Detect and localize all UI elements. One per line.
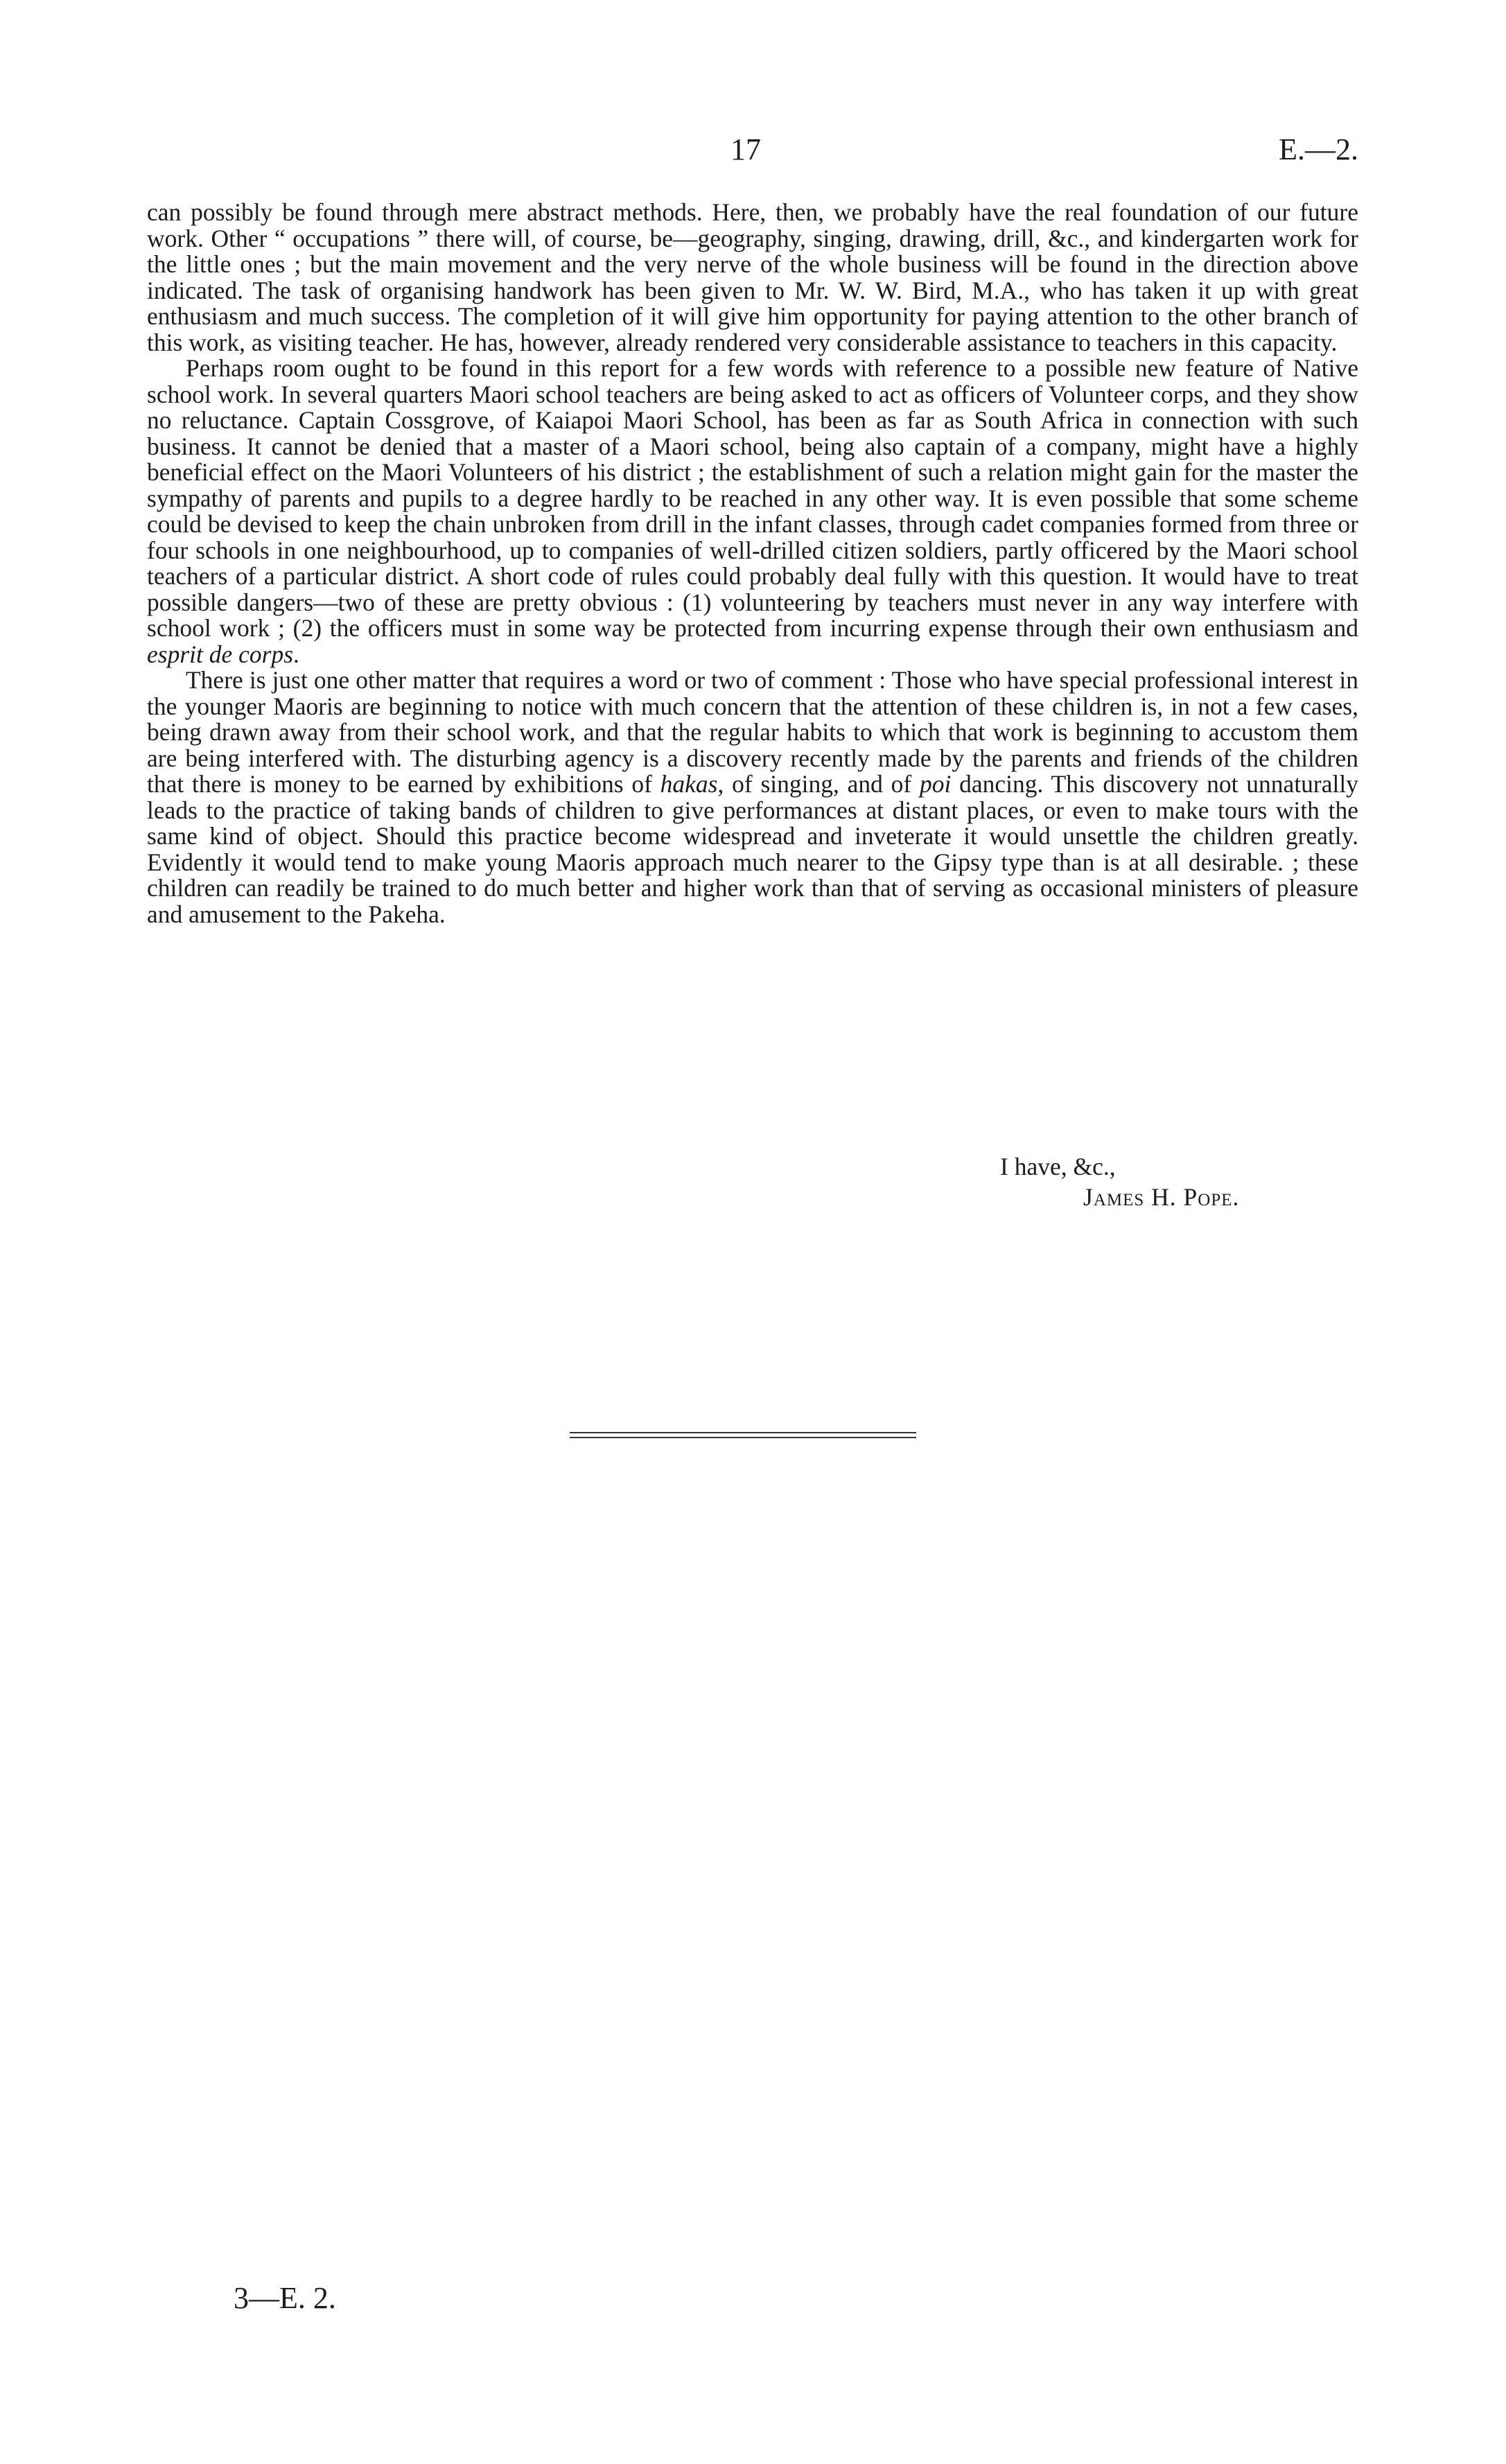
paragraph-performances: There is just one other matter that requires a word or two of comment : Those who have special professional interest in the younger Maoris are beginning to notice with much concern that the attention of these children is, in not a few cases, being drawn away from their school work, and that the regular habits to which that work is beginning to accustom them are being interfered with. The disturbing agency is a discovery recently made by the parents and friends of the children that there is money to be earned by exhibitions of hakas, of singing, and of poi dancing. This discovery not unnaturally leads to the practice of taking bands of children to give performances at distant places, or even to make tours with the same kind of object. Should this practice become widespread and inveterate it would unsettle the children greatly. Evidently it would tend to make young Maoris approach much nearer to the Gipsy type than is at all desirable. ; these children can readily be trained to do much better and higher work than that of serving as occasional ministers of pleasure and amusement to the Pakeha. [147, 666, 1358, 928]
page-number: 17 [730, 132, 761, 166]
paragraph-volunteer-corps: Perhaps room ought to be found in this report for a few words with reference to a possible new feature of Native school work. In several quarters Maori school teachers are being asked to act as officers of Volunteer corps, and they show no reluctance. Captain Cossgrove, of Kaiapoi Maori School, has been as far as South Africa in connection with such business. It cannot be denied that a master of a Maori school, being also captain of a company, might have a highly beneficial effect on the Maori Volunteers of his district ; the establishment of such a relation might gain for the master the sympathy of parents and pupils to a degree hardly to be reached in any other way. It is even possible that some scheme could be devised to keep the chain unbroken from drill in the infant classes, through cadet companies formed from three or four schools in one neighbourhood, up to companies of well-drilled citizen soldiers, partly officered by the Maori school teachers of a particular district. A short code of rules could probably deal fully with this question. It would have to treat possible dangers—two of these are pretty obvious : (1) volunteering by teachers must never in any way interfere with school work ; (2) the officers must in some way be protected from incurring expense through their own enthusiasm and esprit de corps. [147, 354, 1358, 668]
italic-phrase: esprit de corps [147, 640, 294, 668]
paragraph-handwork: can possibly be found through mere abstract methods. Here, then, we probably have the real foundation of our future work. Other “ occupations ” there will, of course, be—geography, singing, drawing, drill, &c., and kindergarten work for the little ones ; but the main movement and the very nerve of the whole business will be found in the direction above indicated. The task of organising handwork has been given to Mr. W. W. Bird, M.A., who has taken it up with great enthusiasm and much success. The completion of it will give him opportunity for paying attention to the other branch of this work, as visiting teacher. He has, however, already rendered very considerable assistance to teachers in this capacity. [147, 198, 1358, 356]
italic-word: hakas [660, 770, 718, 798]
printer-signature-mark: 3—E. 2. [234, 2281, 336, 2315]
document-reference: E.—2. [1279, 132, 1358, 166]
italic-word: poi [920, 770, 952, 798]
page-header [147, 132, 1358, 173]
closing-salutation: I have, &c., [1000, 1153, 1116, 1180]
author-signature: James H. Pope. [1083, 1183, 1240, 1211]
report-body [147, 200, 1358, 927]
section-divider-rule [570, 1432, 916, 1438]
